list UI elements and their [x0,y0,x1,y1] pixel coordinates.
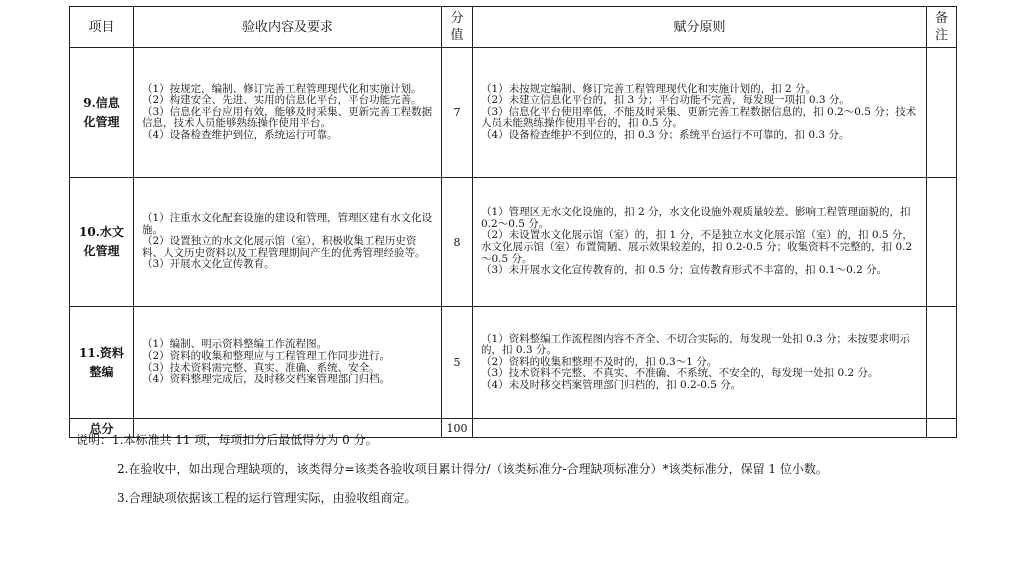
content-line: （1）按规定，编制、修订完善工程管理现代化和实施计划。 [142,82,422,95]
rule-line: （2）未建立信息化平台的，扣 3 分；平台功能不完善，每发现一项扣 0.3 分。 [481,94,850,107]
item-cell [70,178,134,307]
table-header-row [70,7,957,48]
table-row [70,178,957,307]
item-label-line1: 10.水文 [79,225,124,239]
rule-cell [473,307,927,419]
content-line: （1）注重水文化配套设施的建设和管理，管理区建有水文化设施。 [142,212,433,236]
header-item: 项目 [70,7,134,48]
rule-line: （3）信息化平台使用率低，不能及时采集、更新完善工程数据信息的，扣 0.2～0.5 分；技术人员未能熟练操作使用平台的，扣 0.5 分。 [481,105,917,130]
content-line: （1）编制、明示资料整编工作流程图。 [142,338,328,351]
rule-line: （1）未按规定编制、修订完善工程管理现代化和实施计划的，扣 2 分。 [481,82,817,95]
acceptance-standard-page [69,6,957,438]
rule-cell [473,178,927,307]
header-content: 验收内容及要求 [134,7,442,48]
item-label-line2: 化管理 [83,114,120,129]
header-score-line1: 分 [450,11,464,26]
header-remark-line1: 备 [934,11,948,26]
rule-line: （2）资料的收集和整理不及时的，扣 0.3～1 分。 [481,355,718,368]
item-cell [70,48,134,178]
rule-line: （1）管理区无水文化设施的，扣 2 分，水文化设施外观质量较差、影响工程管理面貌的，扣 0.2～0.5 分。 [481,206,911,230]
table-row [70,307,957,419]
table-row [70,48,957,178]
content-line: （4）资料整理完成后，及时移交档案管理部门归档。 [142,373,391,386]
rule-cell [473,48,927,178]
content-line: （3）信息化平台应用有效，能够及时采集、更新完善工程数据信息，技术人员能够熟练操作使用平台。 [142,105,433,130]
rule-line: （1）资料整编工作流程图内容不齐全、不切合实际的，每发现一处扣 0.3 分；未按要求明示的，扣 0.3 分。 [481,332,911,357]
remark-cell [927,307,957,419]
header-remark-line2: 注 [934,28,948,43]
note-2: 2.在验收中，如出现合理缺项的，该类得分=该类各验收项目累计得分/（该类标准分-合理缺项标准分）*该类标准分，保留 1 位小数。 [117,462,828,476]
header-rule: 赋分原则 [473,7,927,48]
item-label-line2: 整编 [89,364,114,379]
rule-line: （4）设备检查维护不到位的，扣 0.3 分；系统平台运行不可靠的，扣 0.3 分。 [481,128,850,141]
note-3: 3.合理缺项依据该工程的运行管理实际，由验收组商定。 [117,491,417,505]
content-line: （3）技术资料需完整、真实、准确、系统、安全。 [142,361,380,374]
header-remark [927,7,957,48]
item-label-line1: 11.资料 [79,345,124,360]
item-label-line1: 9.信息 [83,95,120,110]
total-empty-cell [927,419,957,438]
note-1: 说明：1.本标准共 11 项，每项扣分后最低得分为 0 分。 [76,433,378,447]
content-cell [134,48,442,178]
content-line: （4）设备检查维护到位，系统运行可靠。 [142,128,338,141]
total-score: 100 [442,419,473,438]
remark-cell [927,48,957,178]
content-line: （2）设置独立的水文化展示馆（室），积极收集工程历史资料、人文历史资料以及工程管理期间产生的优秀管理经验等。 [142,235,426,259]
content-cell [134,178,442,307]
item-cell [70,307,134,419]
rule-line: （4）未及时移交档案管理部门归档的，扣 0.2-0.5 分。 [481,378,742,391]
content-line: （2）资料的收集和整理应与工程管理工作同步进行。 [142,349,391,362]
content-line: （3）开展水文化宣传教育。 [142,258,275,271]
total-label: 总分 [70,419,134,438]
rule-line: （3）技术资料不完整、不真实、不准确、不系统、不安全的，每发现一处扣 0.2 分。 [481,367,879,380]
header-score-line2: 值 [450,28,464,43]
score-cell: 7 [442,48,473,178]
score-cell: 8 [442,178,473,307]
header-score [442,7,473,48]
content-cell [134,307,442,419]
rule-line: （3）未开展水文化宣传教育的，扣 0.5 分；宣传教育形式不丰富的，扣 0.1～0.2 分。 [481,264,888,277]
acceptance-table [69,6,957,438]
remark-cell [927,178,957,307]
content-line: （2）构建安全、先进、实用的信息化平台，平台功能完善。 [142,94,422,107]
total-empty-cell [473,419,927,438]
item-label-line2: 化管理 [83,244,120,258]
score-cell: 5 [442,307,473,419]
rule-line: （2）未设置水文化展示馆（室）的，扣 1 分，不是独立水文化展示馆（室）的，扣 0.5 分，水文化展示馆（室）布置简陋、展示效果较差的，扣 0.2-0.5 分；收集资料不完整的，扣 0.2～0.5 分。 [481,229,913,265]
